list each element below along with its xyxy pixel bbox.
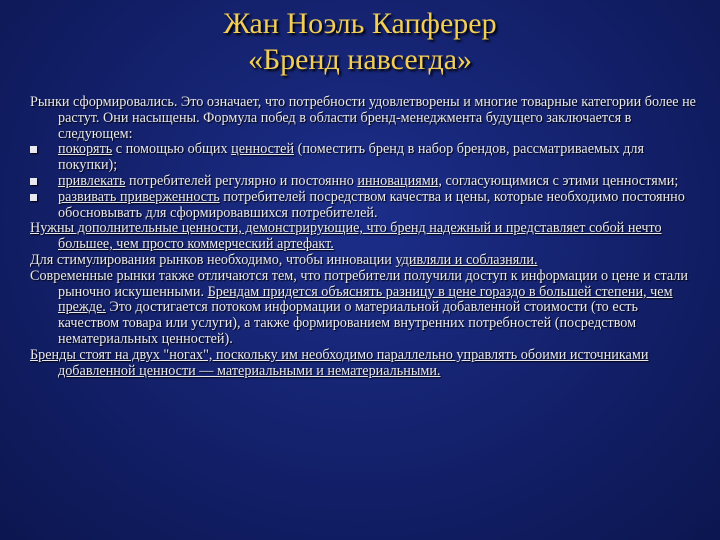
square-bullet-icon (30, 194, 37, 201)
bullet-1-text-b: (поместить бренд в набор брендов, рассматриваемых для покупки); (58, 141, 644, 174)
markets-text-b: Это достигается потоком информации о материальной добавленной стоимости (то есть качеством товара или услуги), а также формированием внутренних потребностей (посредством нематериальных ценностей). (58, 299, 638, 347)
bullet-3-keyword: развивать приверженность (58, 188, 220, 205)
slide-title (0, 6, 720, 78)
bullet-item-1 (30, 142, 702, 174)
markets-emphasis: Брендам придется объяснять разницу в цене гораздо в большей степени, чем прежде. (58, 283, 673, 316)
bullet-3-text: потребителей посредством качества и цены, которые необходимо постоянно обосновывать для сформировавшихся потребителей. (58, 188, 685, 221)
paragraph-innovation (30, 253, 702, 269)
square-bullet-icon (30, 146, 37, 153)
bullet-2-text-b: , согласующимися с этими ценностями; (438, 172, 679, 189)
bullet-2-text-a: потребителей регулярно и постоянно (125, 172, 358, 189)
innovation-text: Для стимулирования рынков необходимо, чтобы инновации (30, 251, 396, 268)
bullet-item-3 (30, 190, 702, 222)
bullet-2-keyword: привлекать (58, 172, 126, 189)
markets-text-a: Современные рынки также отличаются тем, что потребители получили доступ к информации о цене и стали рыночно искушенными. (30, 267, 688, 300)
title-author: Жан Ноэль Капферер (223, 7, 497, 40)
bullet-1-text-a: с помощью общих (112, 141, 232, 158)
slide-body (30, 95, 702, 379)
bullet-2-keyword-2: инновациями (357, 172, 439, 189)
paragraph-two-legs: Бренды стоят на двух "ногах", поскольку им необходимо параллельно управлять обоими источниками добавленной ценности — материальными и нематериальными. (30, 346, 649, 379)
bullet-1-keyword-2: ценностей (231, 141, 295, 158)
paragraph-added-values: Нужны дополнительные ценности, демонстрирующие, что бренд надежный и представляет собой нечто большее, чем просто коммерческий артефакт. (30, 220, 662, 253)
square-bullet-icon (30, 178, 37, 185)
title-book: «Бренд навсегда» (247, 43, 473, 76)
bullet-1-keyword: покорять (58, 141, 113, 158)
paragraph-intro: Рынки сформировались. Это означает, что потребности удовлетворены и многие товарные категории более не растут. Они насыщены. Формула побед в области бренд-менеджмента будущего заключается в следующем: (30, 94, 696, 142)
paragraph-modern-markets (30, 269, 702, 348)
innovation-emphasis: удивляли и соблазняли. (395, 251, 538, 268)
bullet-item-2 (30, 174, 702, 190)
